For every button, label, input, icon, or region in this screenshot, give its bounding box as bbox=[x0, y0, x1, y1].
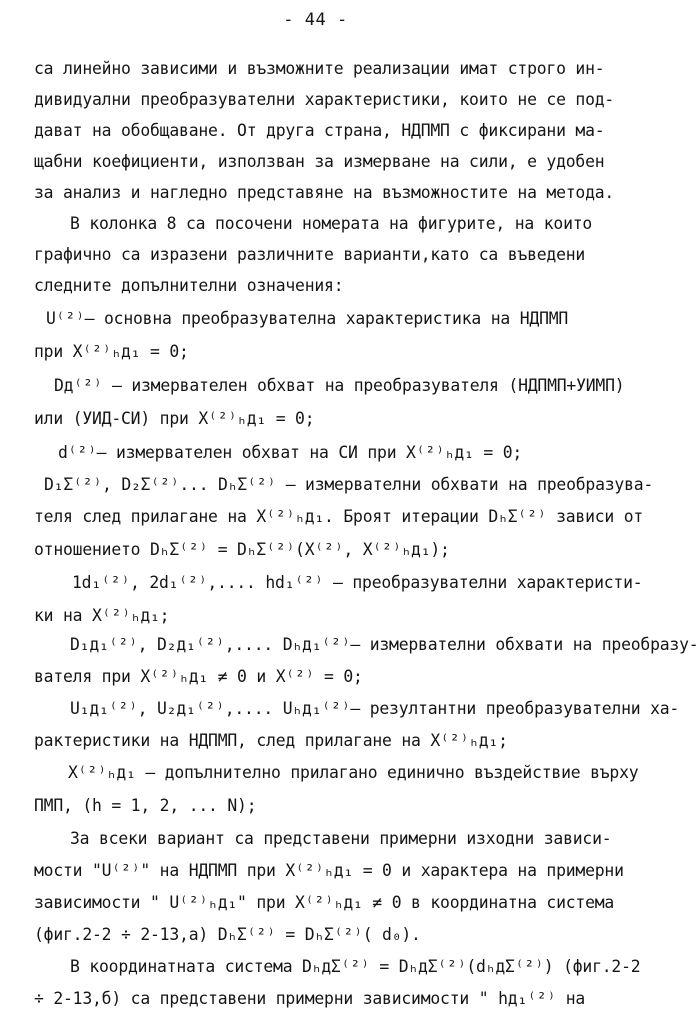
text-line: зависимости " U⁽²⁾ₕд₁" при X⁽²⁾ₕд₁ ≠ 0 в координатна система bbox=[34, 893, 615, 912]
text-line: рактеристики на НДПМП, след прилагане на X⁽²⁾ₕд₁; bbox=[34, 731, 508, 750]
text-line: мости "U⁽²⁾" на НДПМП при X⁽²⁾ₕд₁ = 0 и характера на примерни bbox=[34, 861, 624, 880]
text-line: ПМП, (h = 1, 2, ... N); bbox=[34, 796, 257, 815]
text-line: следните допълнителни означения: bbox=[34, 276, 344, 295]
text-line: са линейно зависими и възможните реализации имат строго ин- bbox=[34, 59, 605, 78]
text-line: дават на обобщаване. От друга страна, НДПМП с фиксирани ма- bbox=[34, 121, 605, 140]
text-line: U₁д₁⁽²⁾, U₂д₁⁽²⁾,.... Uₕд₁⁽²⁾– резултантни преобразувателни ха- bbox=[70, 699, 680, 718]
text-line: графично са изразени различните варианти,като са въведени bbox=[34, 245, 586, 264]
text-line: В координатната система DₕдΣ⁽²⁾ = DₕдΣ⁽²⁾(dₕдΣ⁽²⁾) (фиг.2-2 bbox=[70, 957, 641, 976]
text-line: теля след прилагане на X⁽²⁾ₕд₁. Броят итерации DₕΣ⁽²⁾ зависи от bbox=[34, 507, 644, 526]
text-line: 1d₁⁽²⁾, 2d₁⁽²⁾,.... hd₁⁽²⁾ – преобразувателни характеристи- bbox=[72, 573, 643, 592]
text-line: За всеки вариант са представени примерни изходни зависи- bbox=[70, 829, 612, 848]
text-line: (фиг.2-2 ÷ 2-13,а) DₕΣ⁽²⁾ = DₕΣ⁽²⁾( d₀). bbox=[34, 925, 421, 944]
text-line: d⁽²⁾– измервателен обхват на СИ при X⁽²⁾ₕд₁ = 0; bbox=[58, 443, 523, 462]
text-line: или (УИД-СИ) при X⁽²⁾ₕд₁ = 0; bbox=[34, 409, 315, 428]
text-line: отношението DₕΣ⁽²⁾ = DₕΣ⁽²⁾(X⁽²⁾, X⁽²⁾ₕд₁); bbox=[34, 540, 450, 559]
text-line: X⁽²⁾ₕд₁ – допълнително прилагано единично въздействие върху bbox=[68, 763, 639, 782]
text-line: за анализ и нагледно представяне на възможностите на метода. bbox=[34, 183, 615, 202]
text-line: щабни коефициенти, използван за измерване на сили, е удобен bbox=[34, 152, 605, 171]
text-line: D₁д₁⁽²⁾, D₂д₁⁽²⁾,.... Dₕд₁⁽²⁾– измервателни обхвати на преобразу- bbox=[70, 635, 698, 654]
text-line: ÷ 2-13,б) са представени примерни зависимости " hд₁⁽²⁾ на bbox=[34, 989, 586, 1008]
text-line: Dд⁽²⁾ – измервателен обхват на преобразувателя (НДПМП+УИМП) bbox=[54, 376, 625, 395]
text-line: дивидуални преобразувателни характеристики, които не се под- bbox=[34, 90, 615, 109]
text-line: вателя при X⁽²⁾ₕд₁ ≠ 0 и X⁽²⁾ = 0; bbox=[34, 667, 363, 686]
text-line: U⁽²⁾– основна преобразувателна характеристика на НДПМП bbox=[46, 309, 569, 328]
text-line: ки на X⁽²⁾ₕд₁; bbox=[34, 606, 170, 625]
page-number: - 44 - bbox=[283, 10, 348, 30]
text-line: В колонка 8 са посочени номерата на фигурите, на които bbox=[70, 214, 593, 233]
text-line: D₁Σ⁽²⁾, D₂Σ⁽²⁾... DₕΣ⁽²⁾ – измервателни обхвати на преобразува- bbox=[44, 475, 654, 494]
text-line: при X⁽²⁾ₕд₁ = 0; bbox=[34, 342, 189, 361]
